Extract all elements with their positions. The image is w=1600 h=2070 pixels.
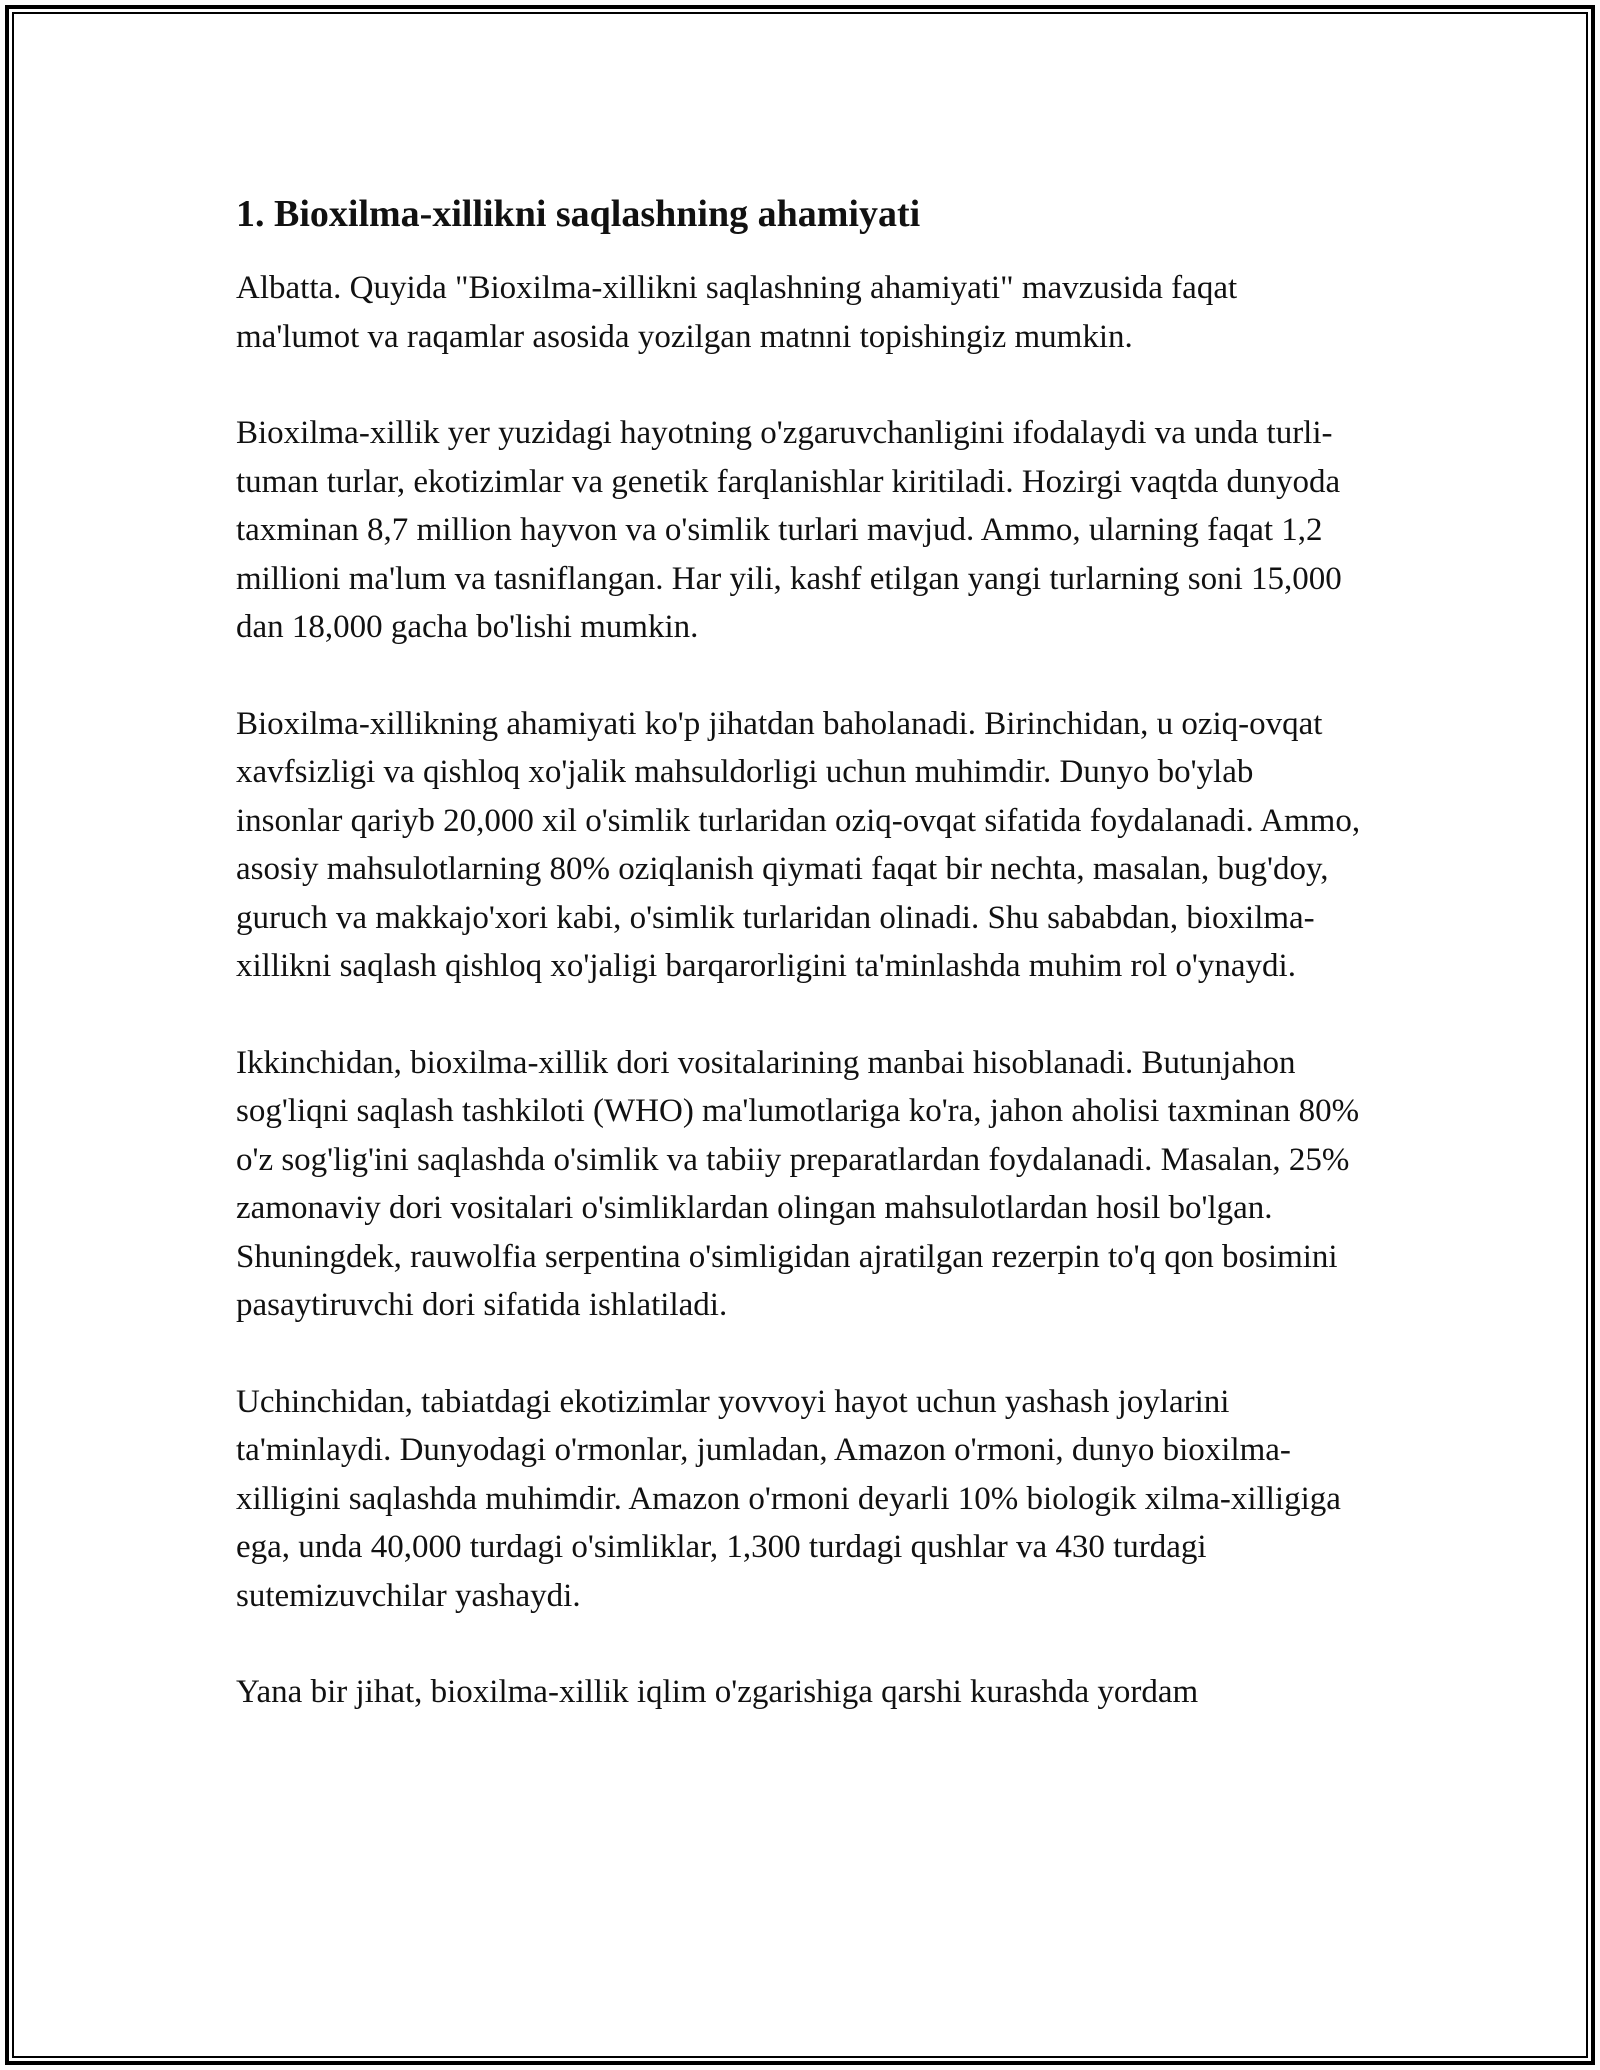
ecosystems-paragraph: Uchinchidan, tabiatdagi ekotizimlar yovvoyi hayot uchun yashash joylarini ta'minlaydi. Dunyodagi o'rmonlar, jumladan, Amazon o'rmoni, dunyo bioxilma-xilligini saqlashda muhimdir. Amazon o'rmoni deyarli 10% biologik xilma-xilligiga ega, unda 40,000 turdagi o'simliklar, 1,300 turdagi qushlar va 430 turdagi sutemizuvchilar yashaydi. xyxy=(236,1383,1341,1614)
food-security-paragraph: Bioxilma-xillikning ahamiyati ko'p jihatdan baholanadi. Birinchidan, u oziq-ovqat xavfsizligi va qishloq xo'jalik mahsuldorligi uchun muhimdir. Dunyo bo'ylab insonlar qariyb 20,000 xil o'simlik turlaridan oziq-ovqat sifatida foydalanadi. Ammo, asosiy mahsulotlarning 80% oziqlanish qiymati faqat bir nechta, masalan, bug'doy, guruch va makkajo'xori kabi, o'simlik turlaridan olinadi. Shu sababdan, bioxilma-xillikni saqlash qishloq xo'jaligi barqarorligini ta'minlashda muhim rol o'ynaydi. xyxy=(236,705,1361,984)
intro-paragraph: Albatta. Quyida "Bioxilma-xillikni saqlashning ahamiyati" mavzusida faqat ma'lumot va raqamlar asosida yozilgan matnni topishingiz mumkin. xyxy=(236,270,1238,355)
climate-paragraph: Yana bir jihat, bioxilma-xillik iqlim o'zgarishiga qarshi kurashda yordam xyxy=(236,1674,1199,1710)
section-heading: 1. Bioxilma-xillikni saqlashning ahamiyati xyxy=(236,193,921,235)
medicine-paragraph: Ikkinchidan, bioxilma-xillik dori vositalarining manbai hisoblanadi. Butunjahon sog'liqni saqlash tashkiloti (WHO) ma'lumotlariga ko'ra, jahon aholisi taxminan 80% o'z sog'lig'ini saqlashda o'simlik va tabiiy preparatlardan foydalanadi. Masalan, 25% zamonaviy dori vositalari o'simliklardan olingan mahsulotlardan hosil bo'lgan. Shuningdek, rauwolfia serpentina o'simligidan ajratilgan rezerpin to'q qon bosimini pasaytiruvchi dori sifatida ishlatiladi. xyxy=(236,1044,1360,1323)
document-page xyxy=(236,186,1366,1765)
definition-paragraph: Bioxilma-xillik yer yuzidagi hayotning o'zgaruvchanligini ifodalaydi va unda turli-tuman turlar, ekotizimlar va genetik farqlanishlar kiritiladi. Hozirgi vaqtda dunyoda taxminan 8,7 million hayvon va o'simlik turlari mavjud. Ammo, ularning faqat 1,2 millioni ma'lum va tasniflangan. Har yili, kashf etilgan yangi turlarning soni 15,000 dan 18,000 gacha bo'lishi mumkin. xyxy=(236,415,1342,645)
